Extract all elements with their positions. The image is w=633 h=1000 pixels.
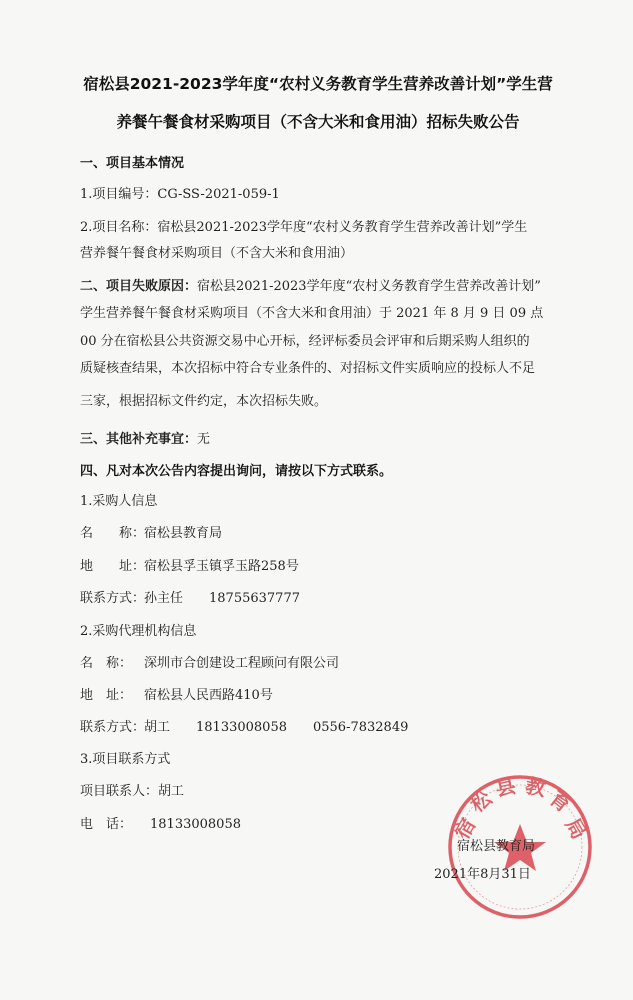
failure-reason-line-5: 三家，根据招标文件约定，本次招标失败。 — [80, 394, 328, 409]
purchaser-contact-value: 孙主任 18755637777 — [144, 591, 300, 606]
purchaser-contact-label: 联系方式： — [80, 591, 146, 606]
agency-contact-value: 胡工 18133008058 0556-7832849 — [144, 720, 409, 735]
svg-text:局: 局 — [560, 813, 592, 844]
section-4-heading: 四、凡对本次公告内容提出询问，请按以下方式联系。 — [80, 464, 393, 479]
failure-reason-line-4: 质疑核查结果，本次招标中符合专业条件的、对招标文件实质响应的投标人不足 — [80, 361, 536, 376]
purchaser-name-value: 宿松县教育局 — [144, 526, 223, 541]
project-contact-phone-value: 18133008058 — [150, 817, 241, 832]
signature-date: 2021年8月31日 — [434, 867, 531, 882]
agency-address-label: 地 址： — [80, 688, 133, 703]
document-title-line-2: 养餐午餐食材采购项目（不含大米和食用油）招标失败公告 — [116, 113, 520, 131]
failure-reason-line-1 — [80, 275, 541, 294]
agency-name-row — [80, 652, 339, 671]
svg-text:育: 育 — [545, 785, 576, 818]
purchaser-contact-row — [80, 587, 300, 606]
project-contact-person-value: 胡工 — [158, 784, 185, 799]
project-contact-title: 3.项目联系方式 — [80, 752, 171, 767]
failure-reason-line-2: 学生营养餐午餐食材采购项目（不含大米和食用油）于 2021 年 8 月 9 日 09 点 — [80, 306, 544, 321]
agency-name-label: 名 称： — [80, 656, 133, 671]
project-contact-phone-label: 电 话： — [80, 817, 133, 832]
project-name-line-1: 2.项目名称：宿松县2021-2023学年度“农村义务教育学生营养改善计划”学生 — [80, 220, 528, 235]
failure-reason-text-1: 宿松县2021-2023学年度“农村义务教育学生营养改善计划” — [197, 279, 541, 294]
project-number: 1.项目编号：CG-SS-2021-059-1 — [80, 187, 280, 202]
agency-address-row — [80, 684, 273, 703]
agency-address-value: 宿松县人民西路410号 — [144, 688, 273, 703]
purchaser-address-row — [80, 555, 299, 574]
agency-name-value: 深圳市合创建设工程顾问有限公司 — [144, 656, 340, 671]
section-3-line — [80, 428, 210, 447]
purchaser-address-label: 地 址： — [80, 559, 146, 574]
document-title-line-1: 宿松县2021-2023学年度“农村义务教育学生营养改善计划”学生营 — [83, 75, 553, 93]
project-name-line-2: 营养餐午餐食材采购项目（不含大米和食用油） — [80, 246, 354, 261]
failure-reason-line-3: 00 分在宿松县公共资源交易中心开标，经评标委员会评审和后期采购人组织的 — [80, 334, 530, 349]
project-contact-person-row — [80, 780, 184, 799]
svg-text:县: 县 — [493, 773, 518, 801]
section-1-heading: 一、项目基本情况 — [80, 156, 185, 171]
purchaser-name-label: 名 称： — [80, 526, 146, 541]
purchaser-address-value: 宿松县孚玉镇孚玉路258号 — [144, 559, 299, 574]
agency-contact-row — [80, 716, 408, 735]
section-3-heading: 三、其他补充事宜： — [80, 432, 198, 447]
svg-text:教: 教 — [523, 773, 548, 801]
signature-organization: 宿松县教育局 — [457, 839, 536, 854]
agency-contact-label: 联系方式： — [80, 720, 146, 735]
purchaser-title: 1.采购人信息 — [80, 494, 158, 509]
section-3-value: 无 — [197, 432, 211, 447]
section-2-heading: 二、项目失败原因： — [80, 279, 198, 294]
project-contact-person-label: 项目联系人： — [80, 784, 159, 799]
purchaser-name-row — [80, 522, 222, 541]
project-contact-phone-row — [80, 813, 241, 832]
agency-title: 2.采购代理机构信息 — [80, 624, 197, 639]
svg-text:宿: 宿 — [449, 813, 481, 844]
svg-text:松: 松 — [465, 785, 496, 818]
